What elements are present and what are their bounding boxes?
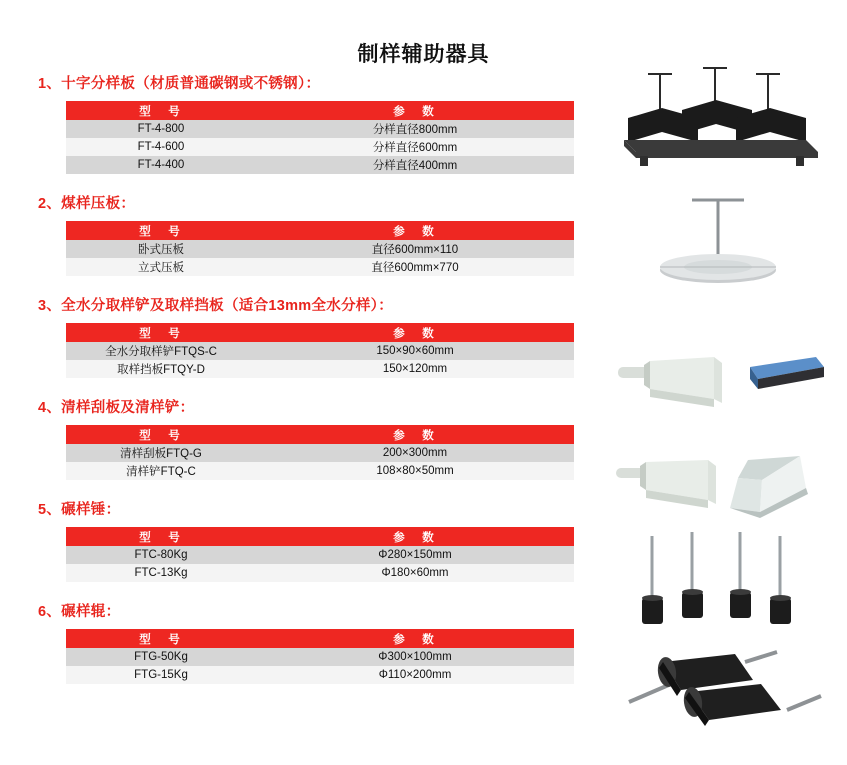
table-header-row [66,425,574,444]
cell-model: 清样铲FTQ-C [66,462,256,480]
column-header-model: 型 号 [66,425,256,444]
cell-model: FT-4-600 [66,138,256,156]
column-header-model: 型 号 [66,629,256,648]
table-header-row [66,323,574,342]
cell-model: 立式压板 [66,258,256,276]
section-1-table [66,101,574,174]
table-row [66,666,574,684]
cell-model: FT-4-400 [66,156,256,174]
cell-parameter: 150×120mm [256,360,574,378]
cell-parameter: 分样直径600mm [256,138,574,156]
table-header-row [66,629,574,648]
scraper-shape [730,456,808,518]
section-1 [38,72,598,174]
cell-model: FTG-15Kg [66,666,256,684]
cell-parameter: 150×90×60mm [256,342,574,360]
section-2-table [66,221,574,276]
section-6-heading: 6、碾样辊： [38,604,121,620]
cross-divider-photo [610,60,840,175]
scoop-shape [618,357,722,407]
table-row [66,342,574,360]
section-4-heading: 4、清样刮板及清样铲： [38,400,195,416]
section-3-table [66,323,574,378]
cell-model: FTG-50Kg [66,648,256,666]
table-row [66,564,574,582]
column-header-parameter: 参 数 [256,101,574,120]
cell-parameter: 200×300mm [256,444,574,462]
table-row [66,462,574,480]
grinding-roller-photo [615,650,830,740]
cell-model: 清样刮板FTQ-G [66,444,256,462]
section-3 [38,294,598,378]
coal-press-plate-photo [630,190,810,295]
cell-parameter: Φ110×200mm [256,666,574,684]
table-row [66,156,574,174]
column-header-model: 型 号 [66,527,256,546]
section-5 [38,498,598,582]
cell-model: FTC-80Kg [66,546,256,564]
table-header-row [66,527,574,546]
column-header-parameter: 参 数 [256,221,574,240]
column-header-parameter: 参 数 [256,323,574,342]
section-2 [38,192,598,276]
section-2-heading: 2、煤样压板： [38,196,136,212]
cell-parameter: 分样直径800mm [256,120,574,138]
section-1-heading: 1、十字分样板（材质普通碳钢或不锈钢）： [38,76,321,92]
section-6-table [66,629,574,684]
section-6 [38,600,598,684]
section-3-heading: 3、全水分取样铲及取样挡板（适合13mm全水分样）： [38,298,394,314]
cell-model: FT-4-800 [66,120,256,138]
table-row [66,444,574,462]
table-row [66,240,574,258]
grinding-hammer-photo [630,530,820,640]
page-title: 制样辅助器具 [357,43,490,66]
cleaning-scoop-shape [616,460,716,508]
section-5-table [66,527,574,582]
section-4 [38,396,598,480]
section-4-table [66,425,574,480]
table-row [66,360,574,378]
cell-parameter: 108×80×50mm [256,462,574,480]
cleaning-scraper-photo [610,450,840,530]
cell-parameter: 直径600mm×110 [256,240,574,258]
table-row [66,546,574,564]
column-header-model: 型 号 [66,221,256,240]
cell-parameter: 分样直径400mm [256,156,574,174]
cell-parameter: Φ180×60mm [256,564,574,582]
column-header-parameter: 参 数 [256,425,574,444]
baffle-plate-shape [750,357,824,389]
section-5-heading: 5、碾样锤： [38,502,121,518]
cell-model: FTC-13Kg [66,564,256,582]
table-header-row [66,101,574,120]
cell-model: 卧式压板 [66,240,256,258]
cell-parameter: Φ300×100mm [256,648,574,666]
table-row [66,648,574,666]
cell-model: 全水分取样铲FTQS-C [66,342,256,360]
cell-parameter: Φ280×150mm [256,546,574,564]
column-header-parameter: 参 数 [256,527,574,546]
table-row [66,258,574,276]
column-header-parameter: 参 数 [256,629,574,648]
column-header-model: 型 号 [66,323,256,342]
table-row [66,120,574,138]
table-row [66,138,574,156]
column-header-model: 型 号 [66,101,256,120]
table-header-row [66,221,574,240]
moisture-sampling-scoop-photo [610,345,840,425]
cell-model: 取样挡板FTQY-D [66,360,256,378]
cell-parameter: 直径600mm×770 [256,258,574,276]
spec-sections [38,72,598,694]
